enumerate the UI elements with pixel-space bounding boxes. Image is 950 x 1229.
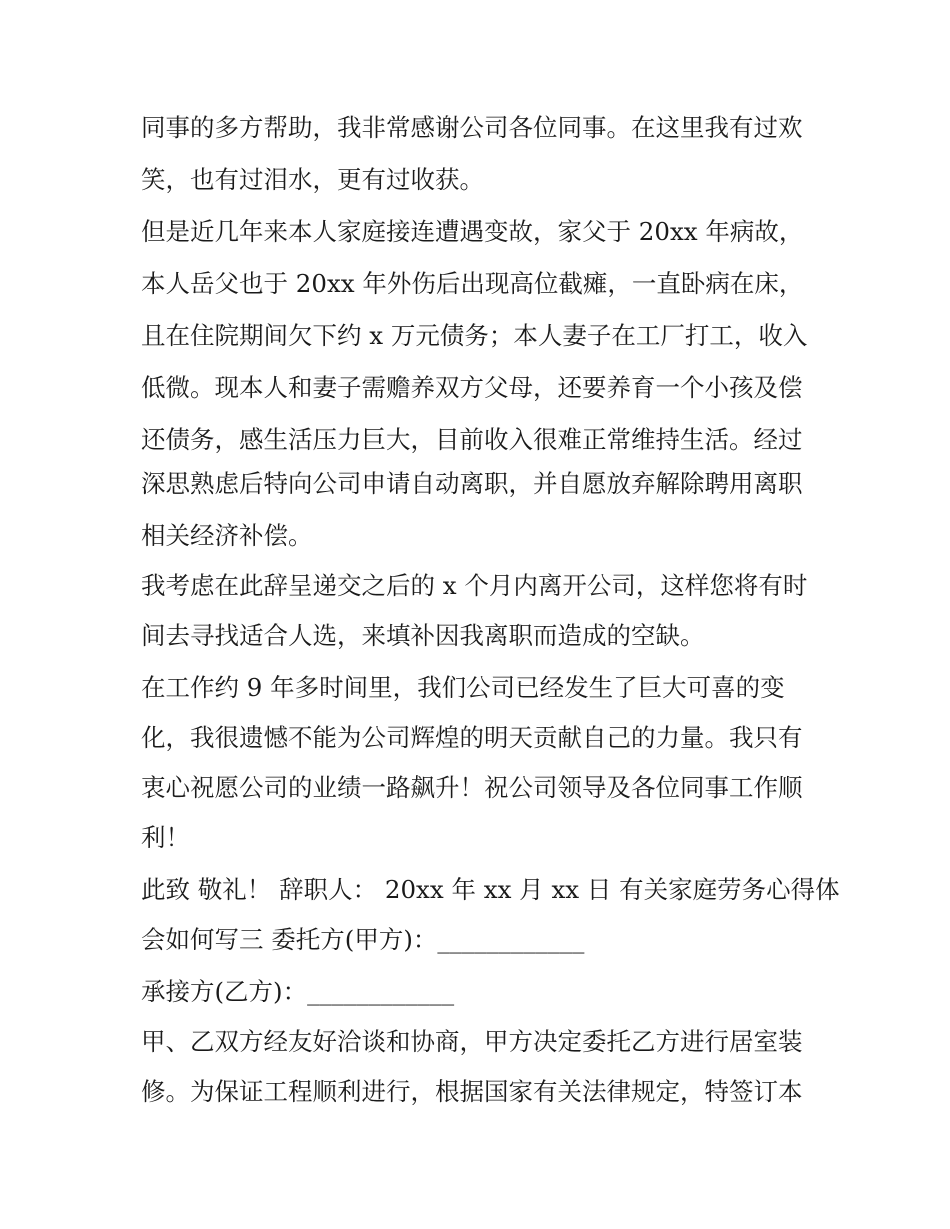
text-line: 相关经济补偿。 [141,521,313,550]
text-line: 甲、乙双方经友好洽谈和协商，甲方决定委托乙方进行居室装 [141,1027,803,1056]
text-line: 还债务，感生活压力巨大，目前收入很难正常维持生活。经过 [141,425,803,454]
text-line: 笑，也有过泪水，更有过收获。 [141,165,484,194]
text-line: 且在住院期间欠下约 x 万元债务；本人妻子在工厂打工，收入 [141,321,808,350]
text-line: 深思熟虑后特向公司申请自动离职，并自愿放弃解除聘用离职 [141,469,803,498]
text-line: 低微。现本人和妻子需赡养双方父母，还要养育一个小孩及偿 [141,373,803,402]
text-line: 间去寻找适合人选，来填补因我离职而造成的空缺。 [141,621,705,650]
text-line: 修。为保证工程顺利进行，根据国家有关法律规定，特签订本 [141,1077,803,1106]
text-line: 同事的多方帮助，我非常感谢公司各位同事。在这里我有过欢 [141,113,803,142]
text-line: 我考虑在此辞呈递交之后的 x 个月内离开公司，这样您将有时 [141,571,808,600]
text-line: 在工作约 9 年多时间里，我们公司已经发生了巨大可喜的变 [141,673,785,702]
text-line: 本人岳父也于 20xx 年外伤后出现高位截瘫，一直卧病在床， [141,269,804,298]
text-line: 承接方(乙方)：____________ [141,977,455,1006]
text-line: 利！ [141,823,190,852]
text-line: 衷心祝愿公司的业绩一路飙升！祝公司领导及各位同事工作顺 [141,773,803,802]
text-line: 此致 敬礼！ 辞职人： 20xx 年 xx 月 xx 日 有关家庭劳务心得体 [141,875,840,904]
text-line: 但是近几年来本人家庭接连遭遇变故，家父于 20xx 年病故， [141,217,804,246]
text-line: 会如何写三 委托方(甲方)：____________ [141,925,585,954]
text-line: 化，我很遗憾不能为公司辉煌的明天贡献自己的力量。我只有 [141,723,803,752]
